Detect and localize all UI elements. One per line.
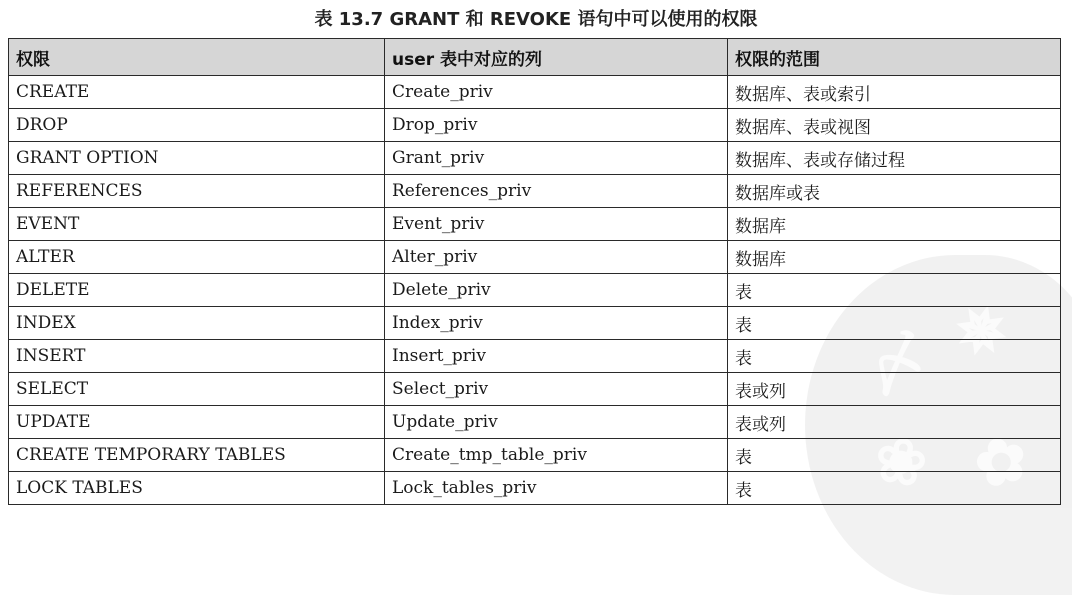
cell-privilege: INSERT	[9, 340, 385, 373]
cell-privilege: EVENT	[9, 208, 385, 241]
table-row	[9, 439, 1061, 472]
table-caption: 表 13.7 GRANT 和 REVOKE 语句中可以使用的权限	[314, 9, 758, 30]
table-header-row	[9, 39, 1061, 76]
cell-user-column: Update_priv	[385, 406, 728, 439]
table-row	[9, 373, 1061, 406]
cell-scope: 数据库、表或索引	[728, 76, 1061, 109]
cell-user-column: Index_priv	[385, 307, 728, 340]
cell-user-column: Lock_tables_priv	[385, 472, 728, 505]
table-row	[9, 76, 1061, 109]
cell-scope: 表	[728, 274, 1061, 307]
cell-user-column: Insert_priv	[385, 340, 728, 373]
cell-scope: 表	[728, 307, 1061, 340]
cell-privilege: UPDATE	[9, 406, 385, 439]
cell-user-column: Select_priv	[385, 373, 728, 406]
cell-privilege: SELECT	[9, 373, 385, 406]
table-row	[9, 109, 1061, 142]
table-row	[9, 241, 1061, 274]
table-row	[9, 142, 1061, 175]
cell-user-column: Grant_priv	[385, 142, 728, 175]
cell-privilege: CREATE TEMPORARY TABLES	[9, 439, 385, 472]
cell-user-column: Create_tmp_table_priv	[385, 439, 728, 472]
cell-user-column: Alter_priv	[385, 241, 728, 274]
cell-user-column: Create_priv	[385, 76, 728, 109]
cell-scope: 表或列	[728, 373, 1061, 406]
cell-scope: 表	[728, 340, 1061, 373]
cell-user-column: Delete_priv	[385, 274, 728, 307]
table-row	[9, 274, 1061, 307]
cell-user-column: References_priv	[385, 175, 728, 208]
cell-privilege: INDEX	[9, 307, 385, 340]
cell-scope: 表	[728, 472, 1061, 505]
cell-scope: 数据库	[728, 241, 1061, 274]
cell-scope: 数据库、表或存储过程	[728, 142, 1061, 175]
table-row	[9, 340, 1061, 373]
cell-privilege: CREATE	[9, 76, 385, 109]
cell-scope: 数据库或表	[728, 175, 1061, 208]
table-row	[9, 307, 1061, 340]
header-scope: 权限的范围	[728, 39, 1061, 76]
cell-scope: 表	[728, 439, 1061, 472]
table-row	[9, 406, 1061, 439]
table-row	[9, 472, 1061, 505]
cell-privilege: LOCK TABLES	[9, 472, 385, 505]
cell-privilege: DROP	[9, 109, 385, 142]
table-row	[9, 208, 1061, 241]
cell-privilege: DELETE	[9, 274, 385, 307]
watermark-seal: 〆 ✵ ❀ ✿	[805, 255, 1072, 595]
cell-scope: 表或列	[728, 406, 1061, 439]
cell-scope: 数据库	[728, 208, 1061, 241]
cell-user-column: Event_priv	[385, 208, 728, 241]
table-row	[9, 175, 1061, 208]
cell-scope: 数据库、表或视图	[728, 109, 1061, 142]
cell-privilege: ALTER	[9, 241, 385, 274]
header-user-column: user 表中对应的列	[385, 39, 728, 76]
privileges-table	[8, 38, 1061, 505]
header-privilege: 权限	[9, 39, 385, 76]
cell-privilege: REFERENCES	[9, 175, 385, 208]
cell-privilege: GRANT OPTION	[9, 142, 385, 175]
cell-user-column: Drop_priv	[385, 109, 728, 142]
